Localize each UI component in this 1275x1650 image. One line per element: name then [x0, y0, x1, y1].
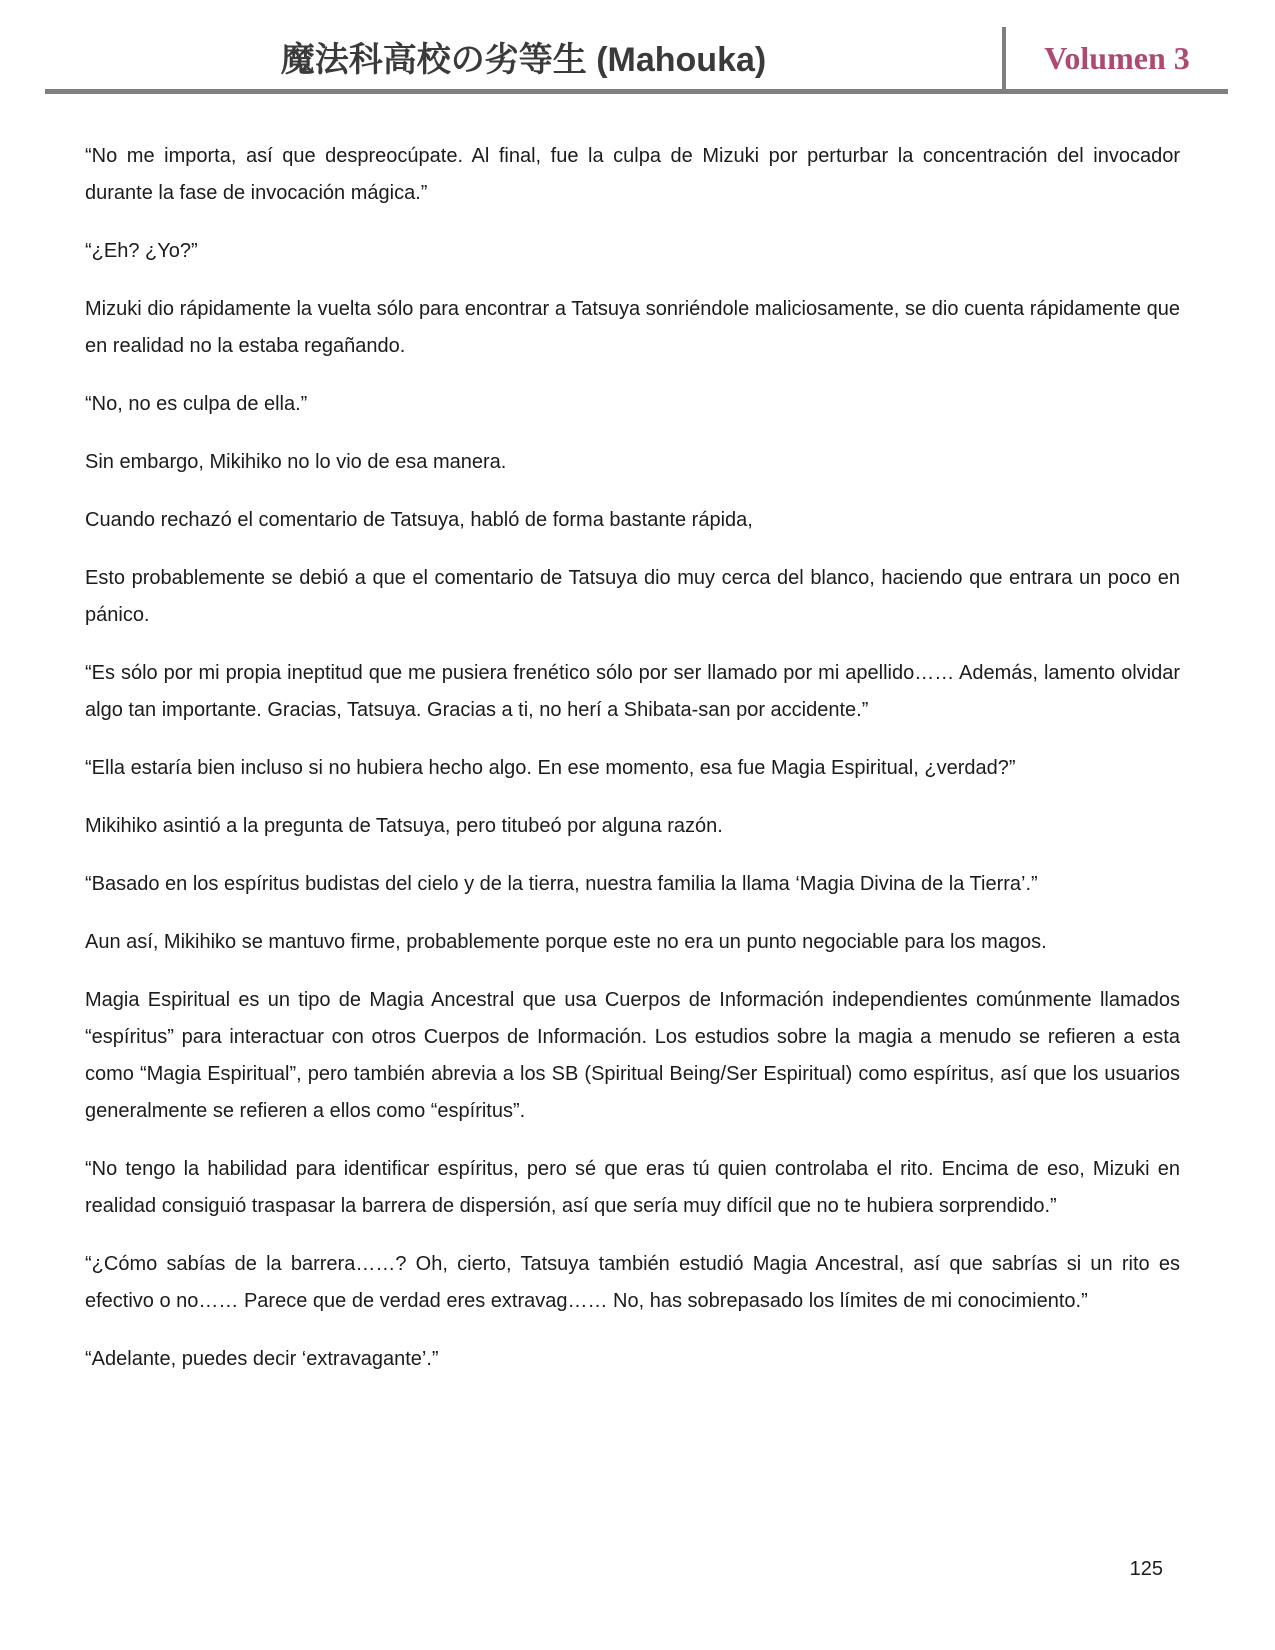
body-text	[85, 138, 1180, 1399]
volume-label: Volumen 3	[1044, 40, 1190, 76]
paragraph: “¿Cómo sabías de la barrera……? Oh, cierto, Tatsuya también estudió Magia Ancestral, así que sabrías si un rito es efectivo o no…… Parece que de verdad eres extravag…… No, has sobrepasado los límites de mi conocimiento.”	[85, 1253, 1180, 1312]
paragraph: “Es sólo por mi propia ineptitud que me pusiera frenético sólo por ser llamado por mi apellido…… Además, lamento olvidar algo tan importante. Gracias, Tatsuya. Gracias a ti, no herí a Shibata-san por accidente.”	[85, 662, 1180, 721]
paragraph: Magia Espiritual es un tipo de Magia Ancestral que usa Cuerpos de Información independientes comúnmente llamados “espíritus” para interactuar con otros Cuerpos de Información. Los estudios sobre la magia a menudo se refieren a esta como “Magia Espiritual”, pero también abrevia a los SB (Spiritual Being/Ser Espiritual) como espíritus, así que los usuarios generalmente se refieren a ellos como “espíritus”.	[85, 989, 1180, 1122]
paragraph: Esto probablemente se debió a que el comentario de Tatsuya dio muy cerca del blanco, haciendo que entrara un poco en pánico.	[85, 567, 1180, 626]
paragraph: “¿Eh? ¿Yo?”	[85, 240, 198, 262]
paragraph: “Adelante, puedes decir ‘extravagante’.”	[85, 1348, 439, 1370]
paragraph: Mizuki dio rápidamente la vuelta sólo para encontrar a Tatsuya sonriéndole maliciosamente, se dio cuenta rápidamente que en realidad no la estaba regañando.	[85, 298, 1180, 357]
paragraph: “Basado en los espíritus budistas del cielo y de la tierra, nuestra familia la llama ‘Magia Divina de la Tierra’.”	[85, 873, 1038, 895]
paragraph: Cuando rechazó el comentario de Tatsuya, habló de forma bastante rápida,	[85, 509, 753, 531]
paragraph: Mikihiko asintió a la pregunta de Tatsuya, pero titubeó por alguna razón.	[85, 815, 723, 837]
paragraph: “No tengo la habilidad para identificar espíritus, pero sé que eras tú quien controlaba el rito. Encima de eso, Mizuki en realidad consiguió traspasar la barrera de dispersión, así que sería muy difícil que no te hubiera sorprendido.”	[85, 1158, 1180, 1217]
page-number: 125	[1129, 1558, 1163, 1580]
header-title: 魔法科高校の劣等生 (Mahouka)	[280, 41, 767, 79]
paragraph: “No, no es culpa de ella.”	[85, 393, 308, 415]
page-header	[45, 0, 1228, 94]
paragraph: “Ella estaría bien incluso si no hubiera hecho algo. En ese momento, esa fue Magia Espiritual, ¿verdad?”	[85, 757, 1016, 779]
paragraph: Sin embargo, Mikihiko no lo vio de esa manera.	[85, 451, 507, 473]
paragraph: Aun así, Mikihiko se mantuvo firme, probablemente porque este no era un punto negociable para los magos.	[85, 931, 1047, 953]
paragraph: “No me importa, así que despreocúpate. Al final, fue la culpa de Mizuki por perturbar la concentración del invocador durante la fase de invocación mágica.”	[85, 145, 1180, 204]
